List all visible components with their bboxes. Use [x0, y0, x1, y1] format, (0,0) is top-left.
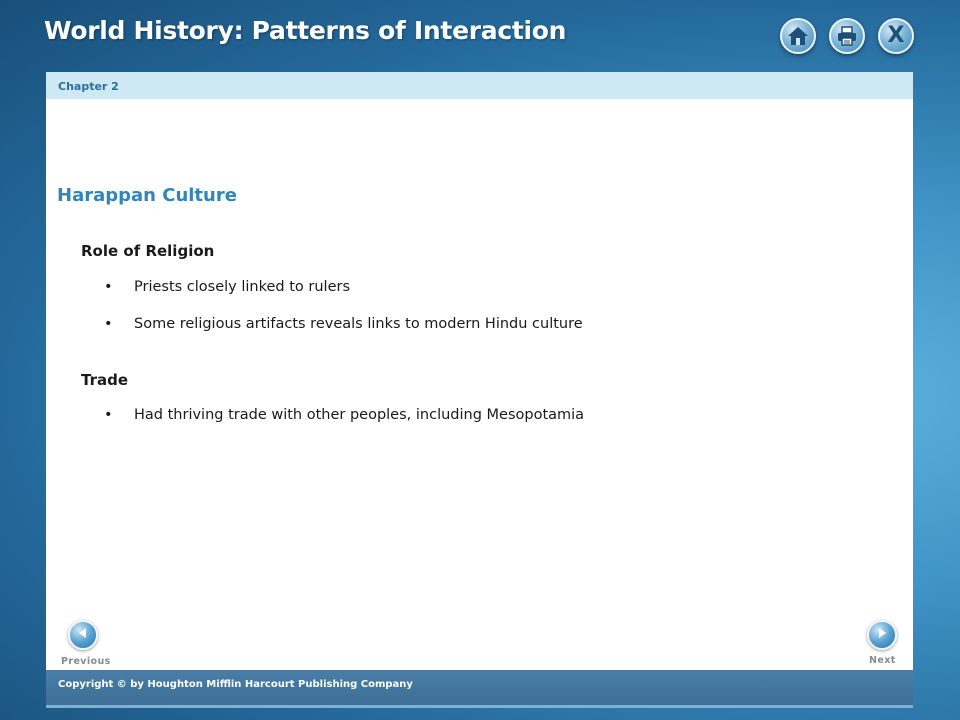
bullet-text: Some religious artifacts reveals links to modern Hindu culture	[134, 316, 583, 332]
home-button[interactable]	[780, 18, 816, 54]
app-title: World History: Patterns of Interaction	[44, 16, 567, 45]
print-button[interactable]	[829, 18, 865, 54]
bullet-marker: •	[104, 316, 113, 332]
chapter-bar	[46, 72, 913, 99]
bullet-marker: •	[104, 279, 113, 295]
arrow-right-icon	[876, 626, 888, 644]
previous-button[interactable]	[68, 620, 98, 650]
arrow-left-icon	[77, 626, 89, 644]
page-title: Harappan Culture	[57, 185, 237, 206]
next-label[interactable]: Next	[869, 655, 896, 666]
list-item	[104, 279, 350, 295]
slide-panel	[46, 72, 913, 670]
section-heading-trade: Trade	[81, 371, 129, 389]
next-button[interactable]	[867, 620, 897, 650]
print-icon	[836, 25, 858, 47]
chapter-label: Chapter 2	[58, 80, 119, 93]
bullet-text: Priests closely linked to rulers	[134, 279, 351, 295]
copyright-text: Copyright © by Houghton Mifflin Harcourt Publishing Company	[58, 679, 413, 690]
list-item	[104, 407, 584, 423]
bullet-marker: •	[104, 407, 113, 423]
section-heading-religion: Role of Religion	[81, 242, 215, 260]
exit-label: X	[887, 23, 905, 48]
home-icon	[787, 26, 809, 46]
exit-button[interactable]	[878, 18, 914, 54]
footer-bar	[46, 670, 913, 708]
bullet-text: Had thriving trade with other peoples, including Mesopotamia	[134, 407, 585, 423]
list-item	[104, 316, 583, 332]
previous-label[interactable]: Previous	[61, 656, 111, 667]
